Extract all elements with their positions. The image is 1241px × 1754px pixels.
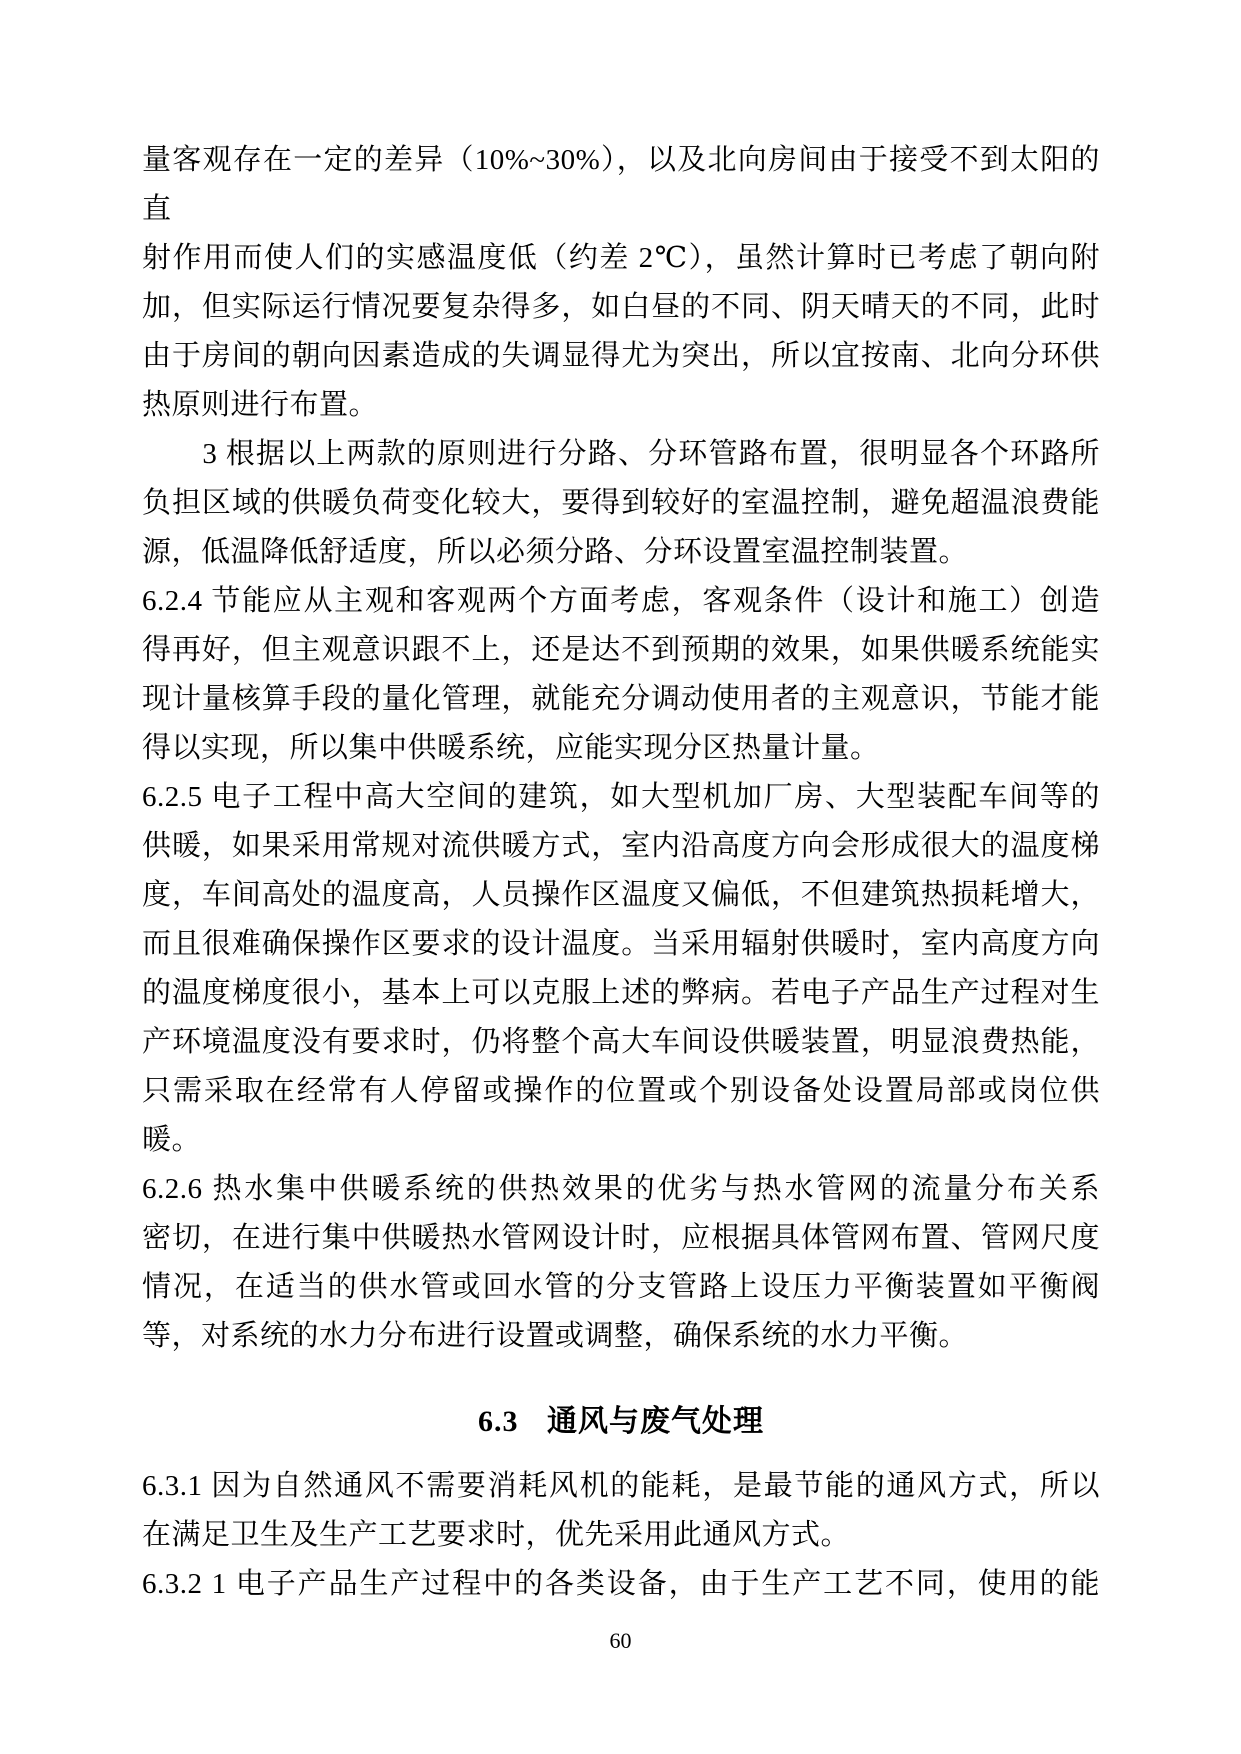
- page-footer: [0, 1628, 1241, 1654]
- clause-6-3-1-line: 6.3.1 因为自然通风不需要消耗风机的能耗，是最节能的通风方式，所以: [142, 1470, 1100, 1502]
- text-line: 源，低温降低舒适度，所以必须分路、分环设置室温控制装置。: [142, 536, 969, 568]
- text-line: 只需采取在经常有人停留或操作的位置或个别设备处设置局部或岗位供: [142, 1075, 1100, 1107]
- text-line: 负担区域的供暖负荷变化较大，要得到较好的室温控制，避免超温浪费能: [142, 487, 1100, 519]
- text-line: 暖。: [142, 1124, 202, 1156]
- text-line: 由于房间的朝向因素造成的失调显得尤为突出，所以宜按南、北向分环供: [142, 340, 1100, 372]
- page-number: 60: [609, 1628, 632, 1653]
- text-line: 密切，在进行集中供暖热水管网设计时，应根据具体管网布置、管网尺度: [142, 1222, 1100, 1254]
- text-line: 供暖，如果采用常规对流供暖方式，室内沿高度方向会形成很大的温度梯: [142, 830, 1100, 862]
- text-line: 度，车间高处的温度高，人员操作区温度又偏低，不但建筑热损耗增大，: [142, 879, 1100, 911]
- text-line: 的温度梯度很小，基本上可以克服上述的弊病。若电子产品生产过程对生: [142, 977, 1100, 1009]
- page-body-text: [142, 136, 1100, 1609]
- text-line: 而且很难确保操作区要求的设计温度。当采用辐射供暖时，室内高度方向: [142, 928, 1100, 960]
- clause-6-2-6-line: 6.2.6 热水集中供暖系统的供热效果的优劣与热水管网的流量分布关系: [142, 1173, 1100, 1205]
- text-line: 加，但实际运行情况要复杂得多，如白昼的不同、阴天晴天的不同，此时: [142, 291, 1100, 323]
- section-number: 6.3: [478, 1405, 519, 1438]
- text-line: 3 根据以上两款的原则进行分路、分环管路布置，很明显各个环路所: [142, 438, 1100, 470]
- text-line: 得以实现，所以集中供暖系统，应能实现分区热量计量。: [142, 732, 880, 764]
- text-line: 情况，在适当的供水管或回水管的分支管路上设压力平衡装置如平衡阀: [142, 1271, 1100, 1303]
- text-line: 在满足卫生及生产工艺要求时，优先采用此通风方式。: [142, 1519, 851, 1551]
- clause-6-3-2-line: 6.3.2 1 电子产品生产过程中的各类设备，由于生产工艺不同，使用的能: [142, 1568, 1100, 1600]
- clause-6-2-4-line: 6.2.4 节能应从主观和客观两个方面考虑，客观条件（设计和施工）创造: [142, 585, 1100, 617]
- text-line: 量客观存在一定的差异（10%~30%），以及北向房间由于接受不到太阳的直: [142, 144, 1100, 225]
- text-line: 得再好，但主观意识跟不上，还是达不到预期的效果，如果供暖系统能实: [142, 634, 1100, 666]
- text-line: 射作用而使人们的实感温度低（约差 2℃），虽然计算时已考虑了朝向附: [142, 242, 1100, 274]
- text-line: 产环境温度没有要求时，仍将整个高大车间设供暖装置，明显浪费热能，: [142, 1026, 1100, 1058]
- clause-6-2-5-line: 6.2.5 电子工程中高大空间的建筑，如大型机加厂房、大型装配车间等的: [142, 781, 1100, 813]
- section-heading-6-3: [142, 1397, 1100, 1446]
- text-line: 热原则进行布置。: [142, 389, 379, 421]
- text-line: 现计量核算手段的量化管理，就能充分调动使用者的主观意识，节能才能: [142, 683, 1100, 715]
- section-title: 通风与废气处理: [547, 1405, 764, 1438]
- text-line: 等，对系统的水力分布进行设置或调整，确保系统的水力平衡。: [142, 1320, 969, 1352]
